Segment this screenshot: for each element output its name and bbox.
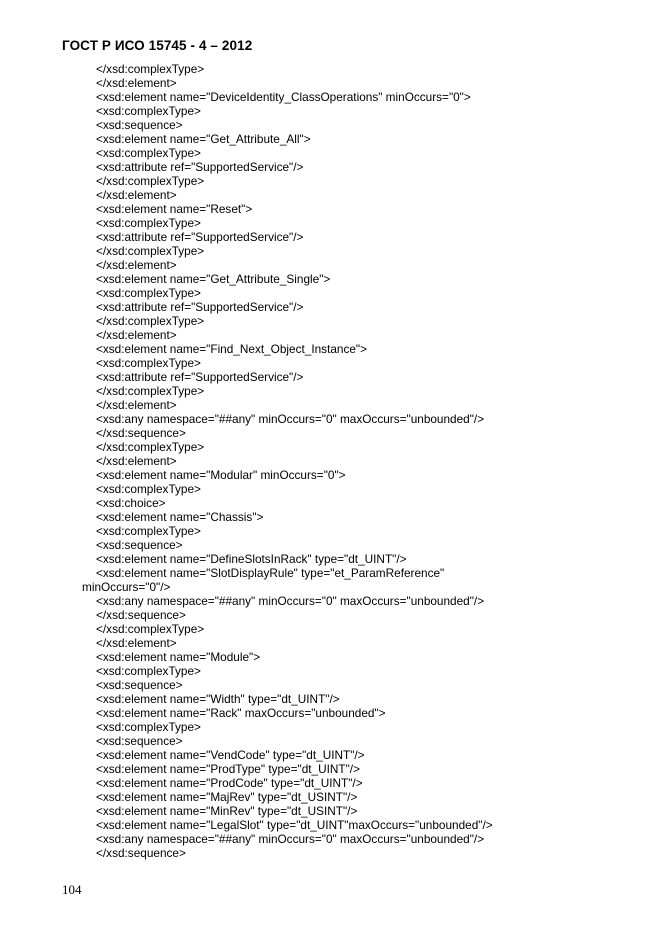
code-line: <xsd:element name="ProdType" type="dt_UINT"/> xyxy=(96,762,360,776)
code-line: <xsd:attribute ref="SupportedService"/> xyxy=(96,300,304,314)
code-line: </xsd:complexType> xyxy=(96,174,205,188)
code-line: <xsd:complexType> xyxy=(96,146,201,160)
code-line: </xsd:element> xyxy=(96,636,177,650)
code-line: <xsd:element name="Modular" minOccurs="0"> xyxy=(96,468,346,482)
code-line: <xsd:attribute ref="SupportedService"/> xyxy=(96,370,304,384)
code-line: </xsd:element> xyxy=(96,398,177,412)
code-line: <xsd:element name="DefineSlotsInRack" type="dt_UINT"/> xyxy=(96,552,407,566)
code-line: <xsd:element name="MinRev" type="dt_USINT"/> xyxy=(96,804,358,818)
code-line: <xsd:complexType> xyxy=(96,104,201,118)
code-line: <xsd:element name="Module"> xyxy=(96,650,261,664)
code-line: <xsd:complexType> xyxy=(96,286,201,300)
code-line: <xsd:element name="SlotDisplayRule" type="et_ParamReference" xyxy=(96,566,445,580)
code-line: </xsd:complexType> xyxy=(96,244,205,258)
page-number: 104 xyxy=(62,882,82,897)
code-line: </xsd:complexType> xyxy=(96,314,205,328)
code-line: <xsd:element name="ProdCode" type="dt_UINT"/> xyxy=(96,776,363,790)
code-line: <xsd:element name="Width" type="dt_UINT"/> xyxy=(96,692,340,706)
code-line: </xsd:element> xyxy=(96,76,177,90)
code-line: </xsd:element> xyxy=(96,258,177,272)
code-line: <xsd:complexType> xyxy=(96,720,201,734)
code-line: </xsd:element> xyxy=(96,454,177,468)
code-line: <xsd:complexType> xyxy=(96,664,201,678)
document-header: ГОСТ Р ИСО 15745 - 4 – 2012 xyxy=(62,38,253,53)
code-line: </xsd:sequence> xyxy=(96,608,186,622)
code-line: <xsd:element name="DeviceIdentity_ClassOperations" minOccurs="0"> xyxy=(96,90,471,104)
code-line: <xsd:any namespace="##any" minOccurs="0" maxOccurs="unbounded"/> xyxy=(96,832,485,846)
code-line: </xsd:complexType> xyxy=(96,384,205,398)
code-line: <xsd:element name="Find_Next_Object_Instance"> xyxy=(96,342,368,356)
code-line: minOccurs="0"/> xyxy=(82,580,171,594)
code-line: <xsd:element name="VendCode" type="dt_UINT"/> xyxy=(96,748,365,762)
code-line: <xsd:element name="Get_Attribute_All"> xyxy=(96,132,311,146)
code-line: <xsd:attribute ref="SupportedService"/> xyxy=(96,160,304,174)
code-line: <xsd:complexType> xyxy=(96,482,201,496)
code-line: <xsd:element name="MajRev" type="dt_USINT"/> xyxy=(96,790,358,804)
code-line: <xsd:choice> xyxy=(96,496,166,510)
code-line: </xsd:complexType> xyxy=(96,440,205,454)
code-line: <xsd:attribute ref="SupportedService"/> xyxy=(96,230,304,244)
code-line: <xsd:sequence> xyxy=(96,118,183,132)
code-line: <xsd:sequence> xyxy=(96,734,183,748)
code-line: <xsd:element name="LegalSlot" type="dt_UINT"maxOccurs="unbounded"/> xyxy=(96,818,493,832)
code-line: <xsd:complexType> xyxy=(96,216,201,230)
code-line: <xsd:any namespace="##any" minOccurs="0" maxOccurs="unbounded"/> xyxy=(96,412,485,426)
code-line: <xsd:complexType> xyxy=(96,524,201,538)
code-line: <xsd:element name="Rack" maxOccurs="unbounded"> xyxy=(96,706,386,720)
code-line: </xsd:sequence> xyxy=(96,426,186,440)
code-line: <xsd:element name="Get_Attribute_Single"> xyxy=(96,272,331,286)
code-line: <xsd:sequence> xyxy=(96,678,183,692)
code-line: <xsd:element name="Reset"> xyxy=(96,202,253,216)
code-line: </xsd:element> xyxy=(96,328,177,342)
code-line: </xsd:element> xyxy=(96,188,177,202)
xsd-code-listing xyxy=(82,62,641,860)
code-line: <xsd:sequence> xyxy=(96,538,183,552)
code-line: <xsd:any namespace="##any" minOccurs="0" maxOccurs="unbounded"/> xyxy=(96,594,485,608)
code-line: </xsd:complexType> xyxy=(96,622,205,636)
code-line: </xsd:complexType> xyxy=(96,62,205,76)
code-line: <xsd:complexType> xyxy=(96,356,201,370)
code-line: <xsd:element name="Chassis"> xyxy=(96,510,264,524)
code-line: </xsd:sequence> xyxy=(96,846,186,860)
